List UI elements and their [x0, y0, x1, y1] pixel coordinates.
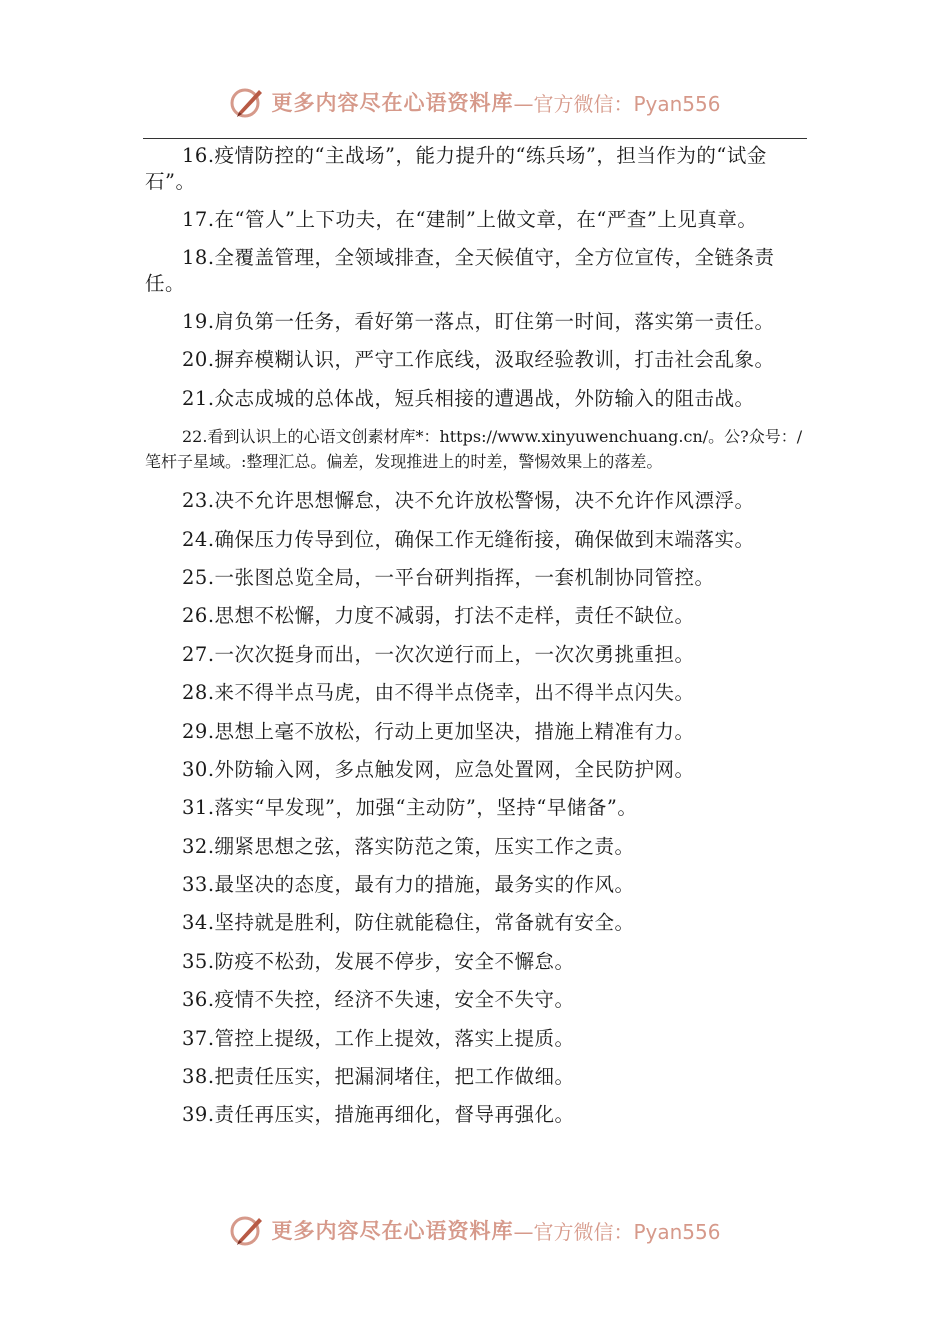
- list-item: 28.来不得半点马虎，由不得半点侥幸，出不得半点闪失。: [182, 681, 695, 705]
- header-banner: [0, 82, 950, 122]
- pen-logo-icon: [229, 1212, 265, 1248]
- list-item: 31.落实“早发现”，加强“主动防”，坚持“早储备”。: [182, 796, 638, 820]
- list-item: 23.决不允许思想懈怠，决不允许放松警惕，决不允许作风漂浮。: [182, 489, 755, 513]
- list-item: 19.肩负第一任务，看好第一落点，盯住第一时间，落实第一责任。: [182, 310, 775, 333]
- footer-banner: [0, 1210, 950, 1250]
- header-divider: [143, 138, 807, 139]
- list-item: 18.全覆盖管理，全领域排查，全天候值守，全方位宣传，全链条责任。: [145, 246, 775, 295]
- list-item: 37.管控上提级，工作上提效，落实上提质。: [182, 1026, 575, 1050]
- list-item: 22.看到认识上的心语文创素材库*：https://www.xinyuwenchuang.cn/。公?众号：/笔杆子星域。:整理汇总。偏差，发现推进上的时差，警惕效果上的落差。: [145, 427, 803, 472]
- footer-title: 更多内容尽在心语资料库: [271, 1218, 514, 1243]
- list-item: 26.思想不松懈，力度不减弱，打法不走样，责任不缺位。: [182, 604, 695, 628]
- list-item: 24.确保压力传导到位，确保工作无缝衔接，确保做到末端落实。: [182, 527, 755, 551]
- footer-contact: —官方微信：Pyan556: [513, 1219, 721, 1244]
- list-item: 25.一张图总览全局，一平台研判指挥，一套机制协同管控。: [182, 565, 715, 589]
- list-item: 35.防疫不松劲，发展不停步，安全不懈怠。: [182, 949, 575, 973]
- header-title: 更多内容尽在心语资料库: [271, 90, 514, 115]
- list-item: 20.摒弃模糊认识，严守工作底线，汲取经验教训，打击社会乱象。: [182, 348, 775, 372]
- list-item: 21.众志成城的总体战，短兵相接的遭遇战，外防输入的阻击战。: [182, 386, 755, 410]
- header-contact: —官方微信：Pyan556: [513, 91, 721, 116]
- document-body: [145, 143, 807, 1141]
- list-item: 30.外防输入网，多点触发网，应急处置网，全民防护网。: [182, 757, 695, 781]
- list-item: 39.责任再压实，措施再细化，督导再强化。: [182, 1103, 575, 1127]
- list-item: 27.一次次挺身而出，一次次逆行而上，一次次勇挑重担。: [182, 642, 695, 666]
- list-item: 36.疫情不失控，经济不失速，安全不失守。: [182, 988, 575, 1012]
- list-item: 16.疫情防控的“主战场”，能力提升的“练兵场”，担当作为的“试金石”。: [145, 144, 767, 193]
- list-item: 34.坚持就是胜利，防住就能稳住，常备就有安全。: [182, 911, 635, 935]
- list-item: 29.思想上毫不放松，行动上更加坚决，措施上精准有力。: [182, 719, 695, 743]
- list-item: 33.最坚决的态度，最有力的措施，最务实的作风。: [182, 873, 635, 897]
- pen-logo-icon: [229, 84, 265, 120]
- list-item: 38.把责任压实，把漏洞堵住，把工作做细。: [182, 1065, 575, 1089]
- list-item: 17.在“管人”上下功夫，在“建制”上做文章，在“严查”上见真章。: [182, 208, 758, 231]
- list-item: 32.绷紧思想之弦，落实防范之策，压实工作之责。: [182, 834, 635, 858]
